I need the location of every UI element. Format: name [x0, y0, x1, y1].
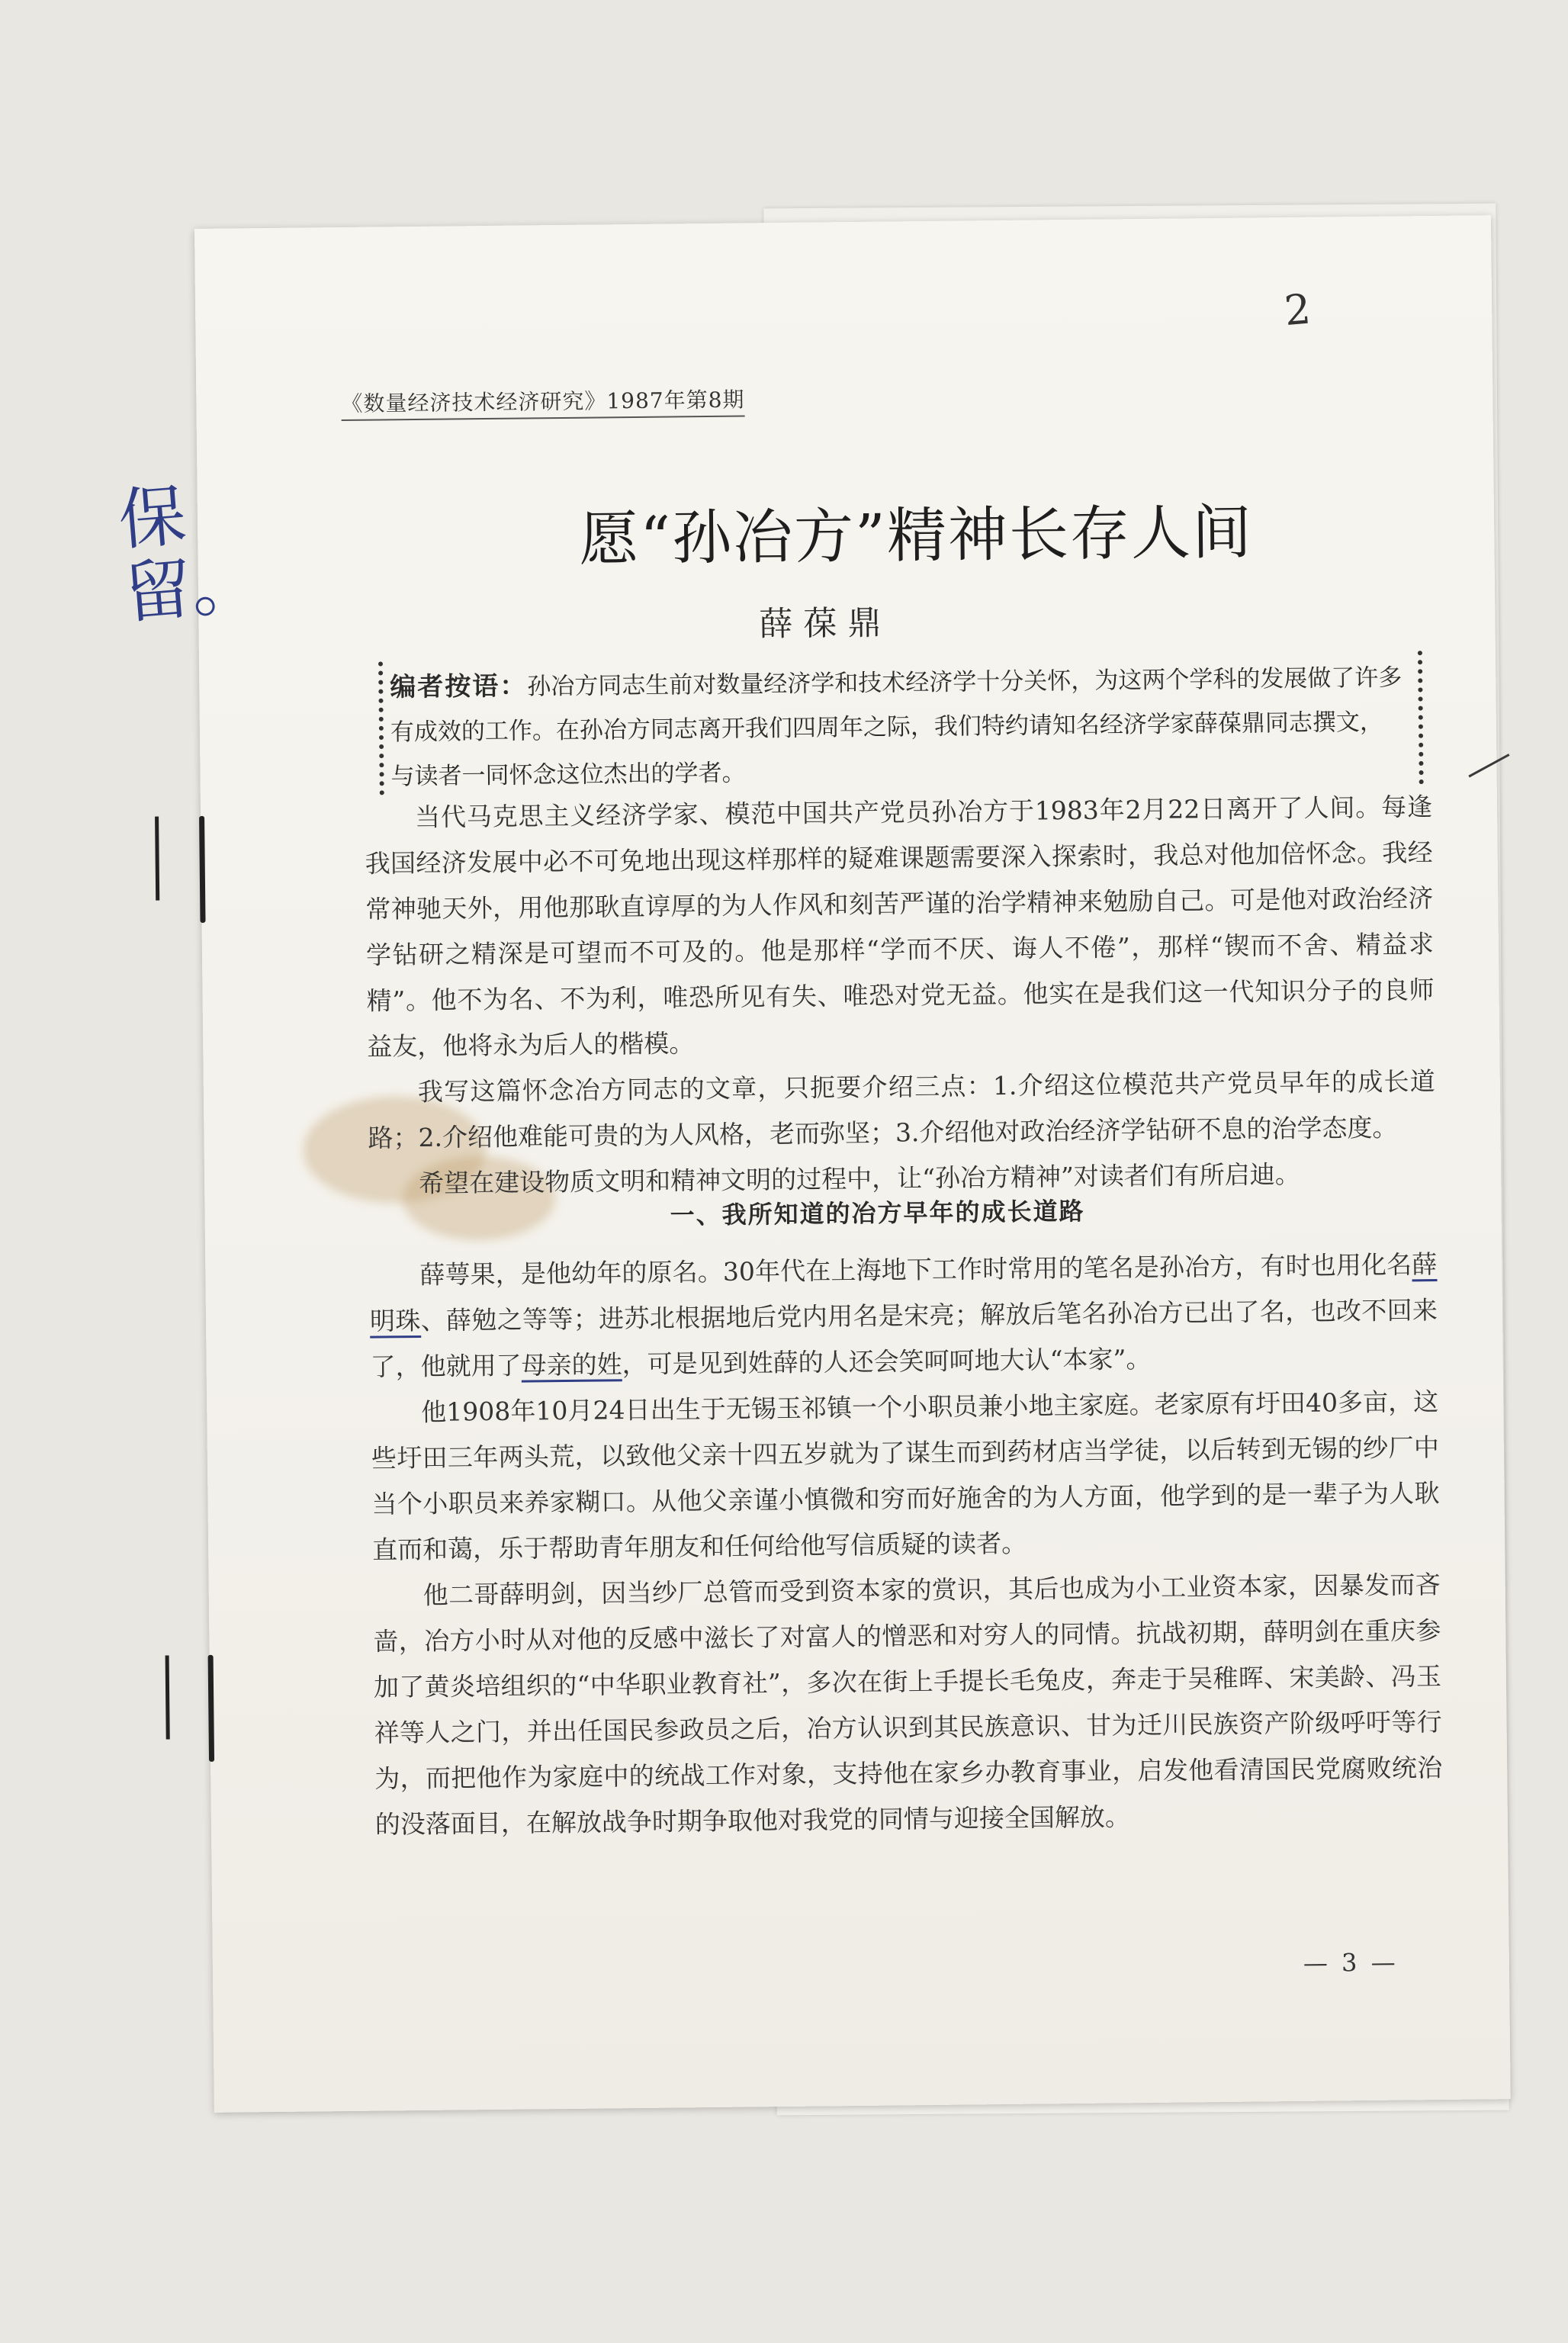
corner-page-mark: 2: [1282, 284, 1313, 336]
section-paragraph: 他二哥薛明剑，因当纱厂总管而受到资本家的赏识，其后也成为小工业资本家，因暴发而吝啬，冶方小时从对他的反感中滋长了对富人的憎恶和对穷人的同情。抗战初期，薛明剑在重庆参加了黄炎培组织的“中华职业教育社”，多次在街上手提长毛兔皮，奔走于吴稚晖、宋美龄、冯玉祥等人之门，并出任国民参政员之后，冶方认识到其民族意识、甘为迁川民族资产阶级呼吁等行为，而把他作为家庭中的统战工作对象，支持他在家乡办教育事业，启发他看清国民党腐败统治的没落面目，在解放战争时期争取他对我党的同情与迎接全国解放。: [373, 1569, 1443, 1840]
section-body: [369, 1242, 1443, 1848]
text-run: 、薛勉之等等；进苏北根据地后党内用名是宋亮；解放后笔名孙冶方已出了名，也改不回来了，他就用了: [370, 1295, 1438, 1382]
section-paragraph: [369, 1242, 1438, 1390]
underlined-alias: 薛明珠: [370, 1249, 1438, 1339]
margin-handwriting: 保留。: [115, 476, 262, 633]
page-number: — 3 —: [1303, 1947, 1399, 1978]
margin-vertical-mark: [155, 817, 159, 901]
section-heading: 一、我所知道的冶方早年的成长道路: [670, 1196, 1085, 1230]
page-title: 愿“孙冶方”精神长存人间: [578, 498, 1254, 574]
journal-header: 《数量经济技术经济研究》1987年第8期: [341, 383, 745, 421]
editor-note-bracket-left: [378, 661, 390, 795]
intro-section: [365, 784, 1437, 1207]
document-page: [115, 215, 1511, 2113]
underlined-phrase: 母亲的姓: [521, 1349, 622, 1382]
editor-note-bracket-right: [1418, 651, 1430, 784]
margin-vertical-mark: [165, 1655, 170, 1739]
staple: [208, 1655, 214, 1762]
intro-paragraph: 希望在建设物质文明和精神文明的过程中，让“孙冶方精神”对读者们有所启迪。: [418, 1159, 1301, 1198]
intro-paragraph: 当代马克思主义经济学家、模范中国共产党员孙冶方于1983年2月22日离开了人间。每逢我国经济发展中必不可免地出现这样那样的疑难课题需要深入探索时，我总对他加倍怀念。我经常神驰天外，用他那耿直谆厚的为人作风和刻苦严谨的治学精神来勉励自己。可是他对政治经济学钻研之精深是可望而不可及的。他是那样“学而不厌、诲人不倦”，那样“锲而不舍、精益求精”。他不为名、不为利，唯恐所见有失、唯恐对党无益。他实在是我们这一代知识分子的良师益友，他将永为后人的楷模。: [365, 792, 1435, 1062]
editor-note-text: 孙冶方同志生前对数量经济学和技术经济学十分关怀，为这两个学科的发展做了许多有成效的工作。在孙冶方同志离开我们四周年之际，我们特约请知名经济学家薛葆鼎同志撰文，与读者一同怀念这位杰出的学者。: [390, 664, 1403, 791]
author-name: 薛葆鼎: [759, 603, 892, 644]
editor-note: [390, 654, 1406, 799]
section-paragraph: 他1908年10月24日出生于无锡玉祁镇一个小职员兼小地主家庭。老家原有圩田40多亩，这些圩田三年两头荒，以致他父亲十四五岁就为了谋生而到药材店当学徒，以后转到无锡的纱厂中当个小职员来养家糊口。从他父亲谨小慎微和穷而好施舍的为人方面，他学到的是一辈子为人耿直而和蔼，乐于帮助青年朋友和任何给他写信质疑的读者。: [371, 1387, 1440, 1565]
text-run: 薛萼果，是他幼年的原名。30年代在上海地下工作时常用的笔名是孙冶方，有时也用化名: [419, 1249, 1412, 1290]
staple: [199, 816, 205, 923]
text-run: ，可是见到姓薛的人还会笑呵呵地大认“本家”。: [622, 1343, 1152, 1380]
intro-paragraph: 我写这篇怀念冶方同志的文章，只扼要介绍三点：1.介绍这位模范共产党员早年的成长道路；2.介绍他难能可贵的为人风格，老而弥坚；3.介绍他对政治经济学钻研不息的治学态度。: [368, 1066, 1435, 1153]
margin-tick-mark: [1468, 754, 1509, 777]
editor-note-label: 编者按语：: [390, 670, 528, 703]
